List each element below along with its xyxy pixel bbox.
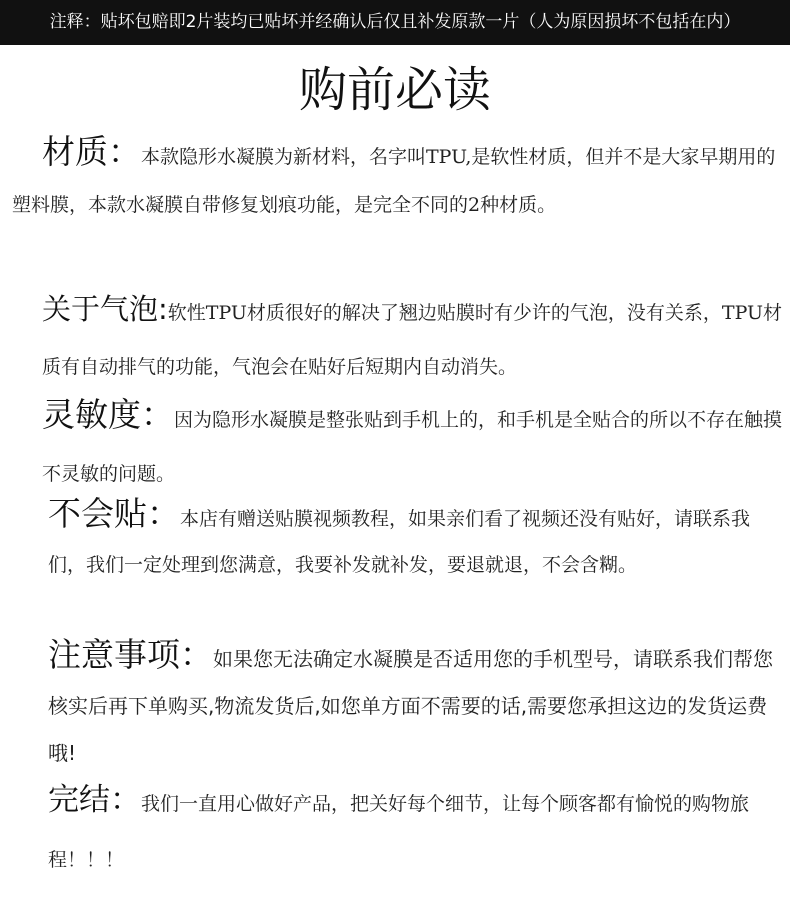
section-sensitivity	[42, 388, 784, 501]
section-body-material: 本款隐形水凝膜为新材料，名字叫TPU,是软性材质，但并不是大家早期用的塑料膜，本款水凝膜自带修复划痕功能，是完全不同的2种材质。	[12, 146, 776, 216]
section-body-sensitivity: 因为隐形水凝膜是整张贴到手机上的，和手机是全贴合的所以不存在触摸不灵敏的问题。	[42, 409, 783, 485]
section-closing	[48, 772, 786, 888]
notice-banner: 注释：贴坏包赔即2片装均已贴坏并经确认后仅且补发原款一片（人为原因损坏不包括在内）	[0, 0, 790, 45]
page-title: 购前必读	[298, 62, 491, 118]
section-heading-bubbles: 关于气泡:	[42, 292, 168, 326]
section-body-notes: 如果您无法确定水凝膜是否适用您的手机型号，请联系我们帮您核实后再下单购买,物流发货后,如您单方面不需要的话,需要您承担这边的发货运费哦!	[48, 647, 773, 765]
section-heading-closing: 完结：	[48, 782, 141, 818]
section-heading-sensitivity: 灵敏度：	[42, 395, 174, 434]
section-applying	[48, 491, 786, 588]
section-body-bubbles: 软性TPU材质很好的解决了翘边贴膜时有少许的气泡，没有关系，TPU材质有自动排气的功能，气泡会在贴好后短期内自动消失。	[42, 302, 783, 378]
section-material	[12, 128, 782, 229]
section-body-closing: 我们一直用心做好产品，把关好每个细节，让每个顾客都有愉悦的购物旅程！！！	[48, 793, 750, 871]
section-body-applying: 本店有赠送贴膜视频教程，如果亲们看了视频还没有贴好，请联系我们，我们一定处理到您满意，我要补发就补发，要退就退，不会含糊。	[48, 508, 751, 576]
section-heading-notes: 注意事项：	[48, 635, 213, 674]
section-heading-material: 材质：	[42, 132, 141, 171]
section-notes	[48, 632, 790, 777]
section-heading-applying: 不会贴：	[48, 494, 180, 533]
section-bubbles	[42, 282, 784, 394]
